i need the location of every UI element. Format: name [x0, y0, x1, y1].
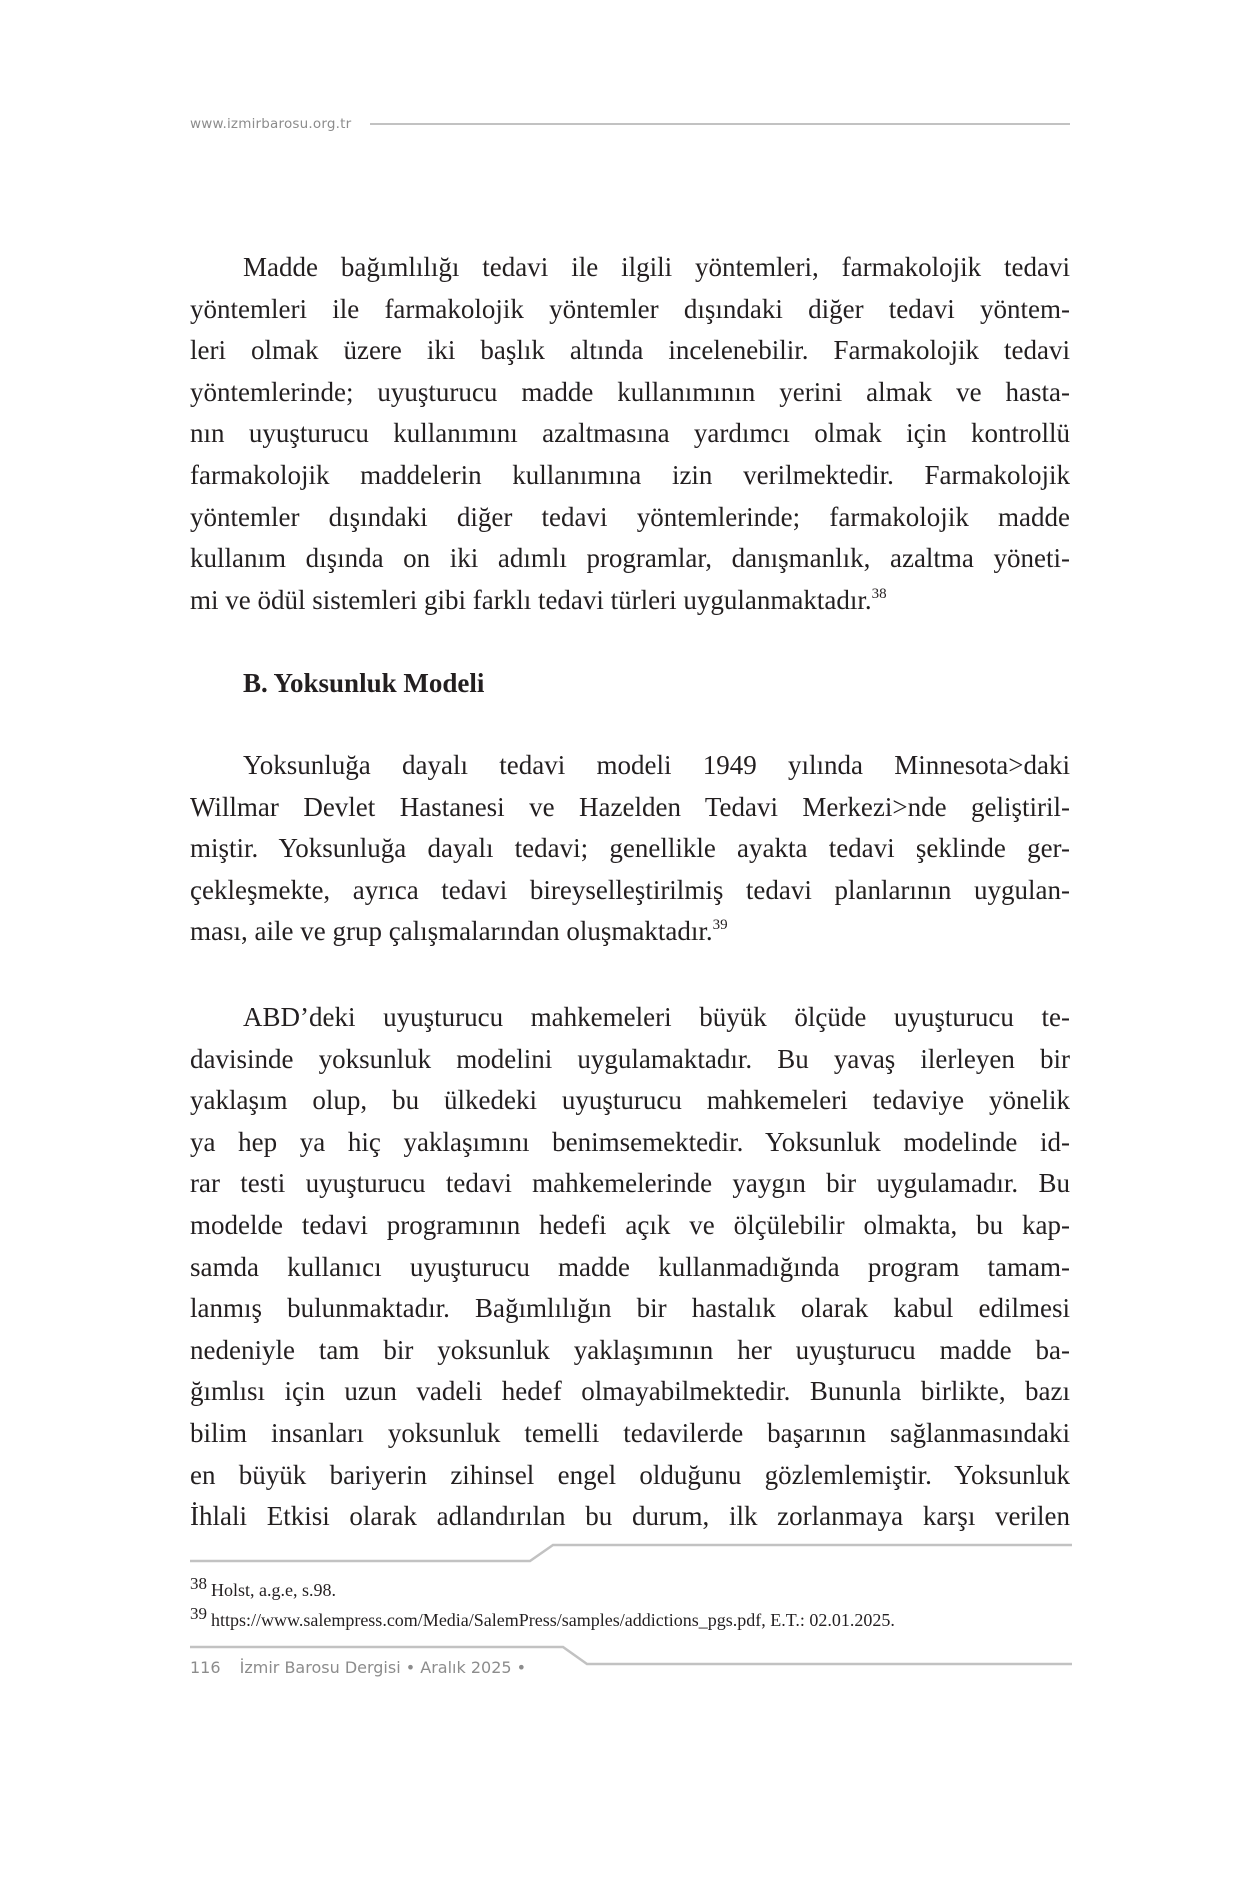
text-line: Yoksunluğa dayalı tedavi modeli 1949 yılında Minnesota>daki [243, 750, 1070, 780]
text-line: nedeniyle tam bir yoksunluk yaklaşımının her uyuşturucu madde ba- [190, 1334, 1070, 1365]
footer-separator: • [405, 1658, 416, 1677]
footnote-text: Holst, a.g.e, s.98. [211, 1580, 336, 1600]
text-line: nın uyuşturucu kullanımını azaltmasına yardımcı olmak için kontrollü [190, 418, 1070, 449]
text-line: kullanım dışında on iki adımlı programlar, danışmanlık, azaltma yöneti- [190, 543, 1070, 574]
footnote-reference[interactable]: 39 [712, 917, 728, 934]
footnote-link[interactable]: https://www.salempress.com/Media/SalemPress/samples/addictions_pgs.pdf, E.T.: 02.01.2025. [211, 1610, 895, 1630]
footnote-separator-rule [190, 1545, 1072, 1561]
text-line: Madde bağımlılığı tedavi ile ilgili yöntemleri, farmakolojik tedavi [243, 252, 1070, 282]
text-line: ması, aile ve grup çalışmalarından oluşmaktadır. [190, 916, 713, 947]
text-line: miştir. Yoksunluğa dayalı tedavi; genellikle ayakta tedavi şeklinde ger- [190, 833, 1070, 864]
text-line: leri olmak üzere iki başlık altında incelenebilir. Farmakolojik tedavi [190, 335, 1070, 366]
text-line: ğımlısı için uzun vadeli hedef olmayabilmektedir. Bununla birlikte, bazı [190, 1376, 1070, 1407]
text-line: lanmış bulunmaktadır. Bağımlılığın bir hastalık olarak kabul edilmesi [190, 1293, 1070, 1324]
text-line: çekleşmekte, ayrıca tedavi bireyselleştirilmiş tedavi planlarının uygulan- [190, 874, 1070, 905]
text-line: İhlali Etkisi olarak adlandırılan bu durum, ilk zorlanmaya karşı verilen [190, 1501, 1070, 1532]
footnote-number: 38 [190, 1574, 207, 1593]
footnote-number: 39 [190, 1604, 207, 1623]
footnote-39 [190, 1604, 895, 1633]
text-line: samda kullanıcı uyuşturucu madde kullanmadığında program tamam- [190, 1251, 1070, 1282]
text-line: Willmar Devlet Hastanesi ve Hazelden Tedavi Merkezi>nde geliştiril- [190, 791, 1070, 822]
text-line: ABD’deki uyuşturucu mahkemeleri büyük ölçüde uyuşturucu te- [243, 1002, 1070, 1032]
text-line: rar testi uyuşturucu tedavi mahkemelerinde yaygın bir uygulamadır. Bu [190, 1168, 1070, 1199]
text-line: ya hep ya hiç yaklaşımını benimsemektedir. Yoksunluk modelinde id- [190, 1126, 1070, 1157]
footnote-reference[interactable]: 38 [871, 585, 887, 602]
text-line: en büyük bariyerin zihinsel engel olduğunu gözlemlemiştir. Yoksunluk [190, 1459, 1070, 1490]
text-line: farmakolojik maddelerin kullanımına izin verilmektedir. Farmakolojik [190, 459, 1070, 490]
text-line: yaklaşım olup, bu ülkedeki uyuşturucu mahkemeleri tedaviye yönelik [190, 1085, 1070, 1116]
text-line: davisinde yoksunluk modelini uygulamaktadır. Bu yavaş ilerleyen bir [190, 1043, 1070, 1074]
issue-date: Aralık 2025 [420, 1658, 512, 1677]
footer-separator: • [516, 1658, 527, 1677]
text-line: yöntemleri ile farmakolojik yöntemler dışındaki diğer tedavi yöntem- [190, 293, 1070, 324]
journal-name: İzmir Barosu Dergisi [239, 1658, 401, 1677]
text-line: yöntemlerinde; uyuşturucu madde kullanımının yerini almak ve hasta- [190, 376, 1070, 407]
text-line: modelde tedavi programının hedefi açık ve ölçülebilir olmakta, bu kap- [190, 1209, 1070, 1240]
page-footer [190, 1658, 526, 1678]
section-heading: B. Yoksunluk Modeli [243, 668, 485, 698]
footnote-38 [190, 1574, 336, 1603]
text-line: bilim insanları yoksunluk temelli tedavilerde başarının sağlanmasındaki [190, 1417, 1070, 1448]
website-url[interactable]: www.izmirbarosu.org.tr [190, 116, 352, 132]
text-line: yöntemler dışındaki diğer tedavi yöntemlerinde; farmakolojik madde [190, 501, 1070, 532]
page-number: 116 [190, 1658, 221, 1677]
text-line: mi ve ödül sistemleri gibi farklı tedavi türleri uygulanmaktadır. [190, 584, 872, 615]
